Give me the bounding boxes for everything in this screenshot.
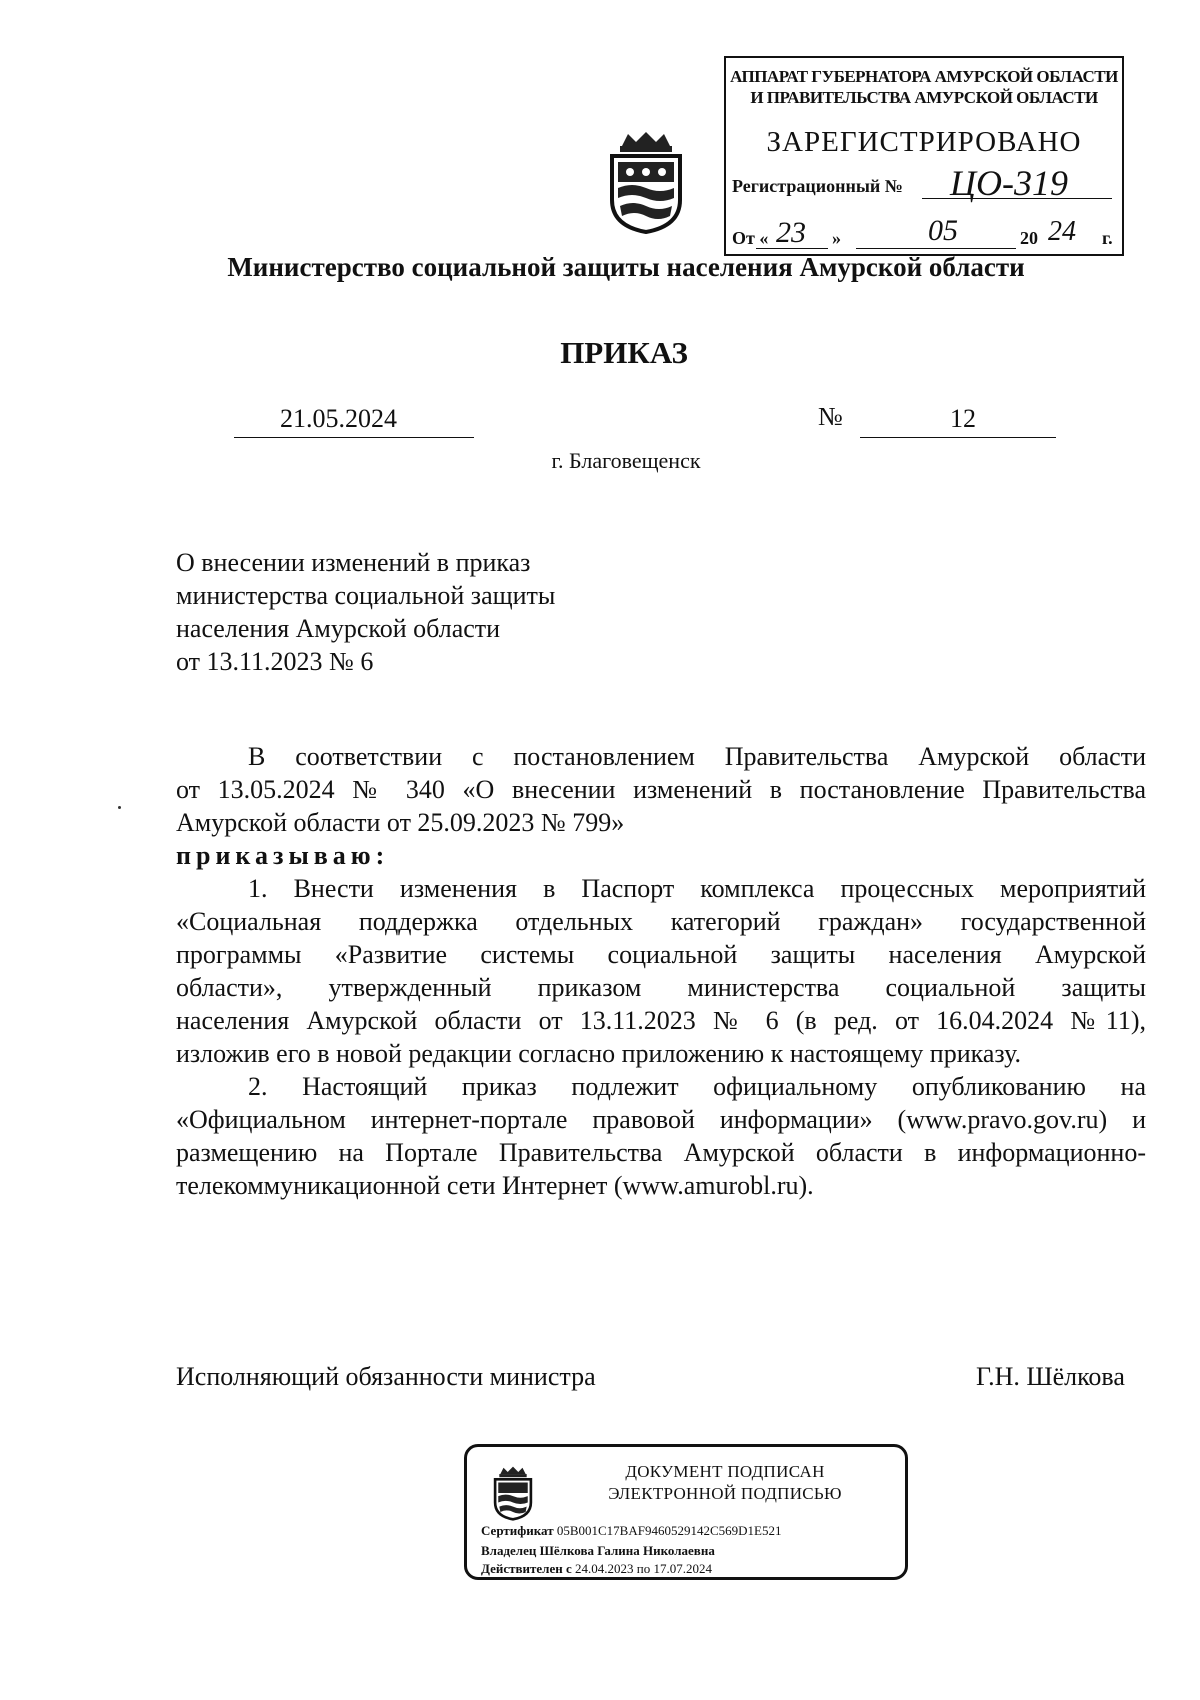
stamp-organization: [726, 66, 1122, 108]
esign-owner: Шёлкова Галина Николаевна: [539, 1543, 715, 1558]
esign-certificate-label: Сертификат: [481, 1523, 554, 1538]
esign-coat-of-arms-icon: [493, 1465, 533, 1521]
stamp-org-line-1: АППАРАТ ГУБЕРНАТОРА АМУРСКОЙ ОБЛАСТИ: [730, 67, 1118, 86]
body-line: населения Амурской области от 13.11.2023 № 6 (в ред. от 16.04.2024 №11),: [176, 1006, 1146, 1035]
registration-stamp: [724, 56, 1124, 256]
body-line: изложив его в новой редакции согласно приложению к настоящему приказу.: [176, 1039, 1022, 1068]
order-number: 12: [860, 404, 1056, 438]
body-line: программы «Развитие системы социальной защиты населения Амурской: [176, 940, 1146, 969]
order-date: 21.05.2024: [234, 404, 474, 438]
esign-valid-label: Действителен с: [481, 1561, 572, 1576]
stamp-date-day: 23: [776, 216, 806, 249]
body-line: 1. Внести изменения в Паспорт комплекса процессных мероприятий: [248, 874, 1146, 903]
esign-certificate-row: [481, 1523, 781, 1539]
stamp-date-year-suffix: 24: [1048, 216, 1076, 247]
ministry-name: Министерство социальной защиты населения Амурской области: [227, 252, 1025, 282]
esign-valid-to-label: по: [636, 1561, 651, 1576]
esign-heading-line-1: ДОКУМЕНТ ПОДПИСАН: [625, 1462, 825, 1481]
body-line: от 13.05.2024 № 340 «О внесении изменений в постановление Правительства: [176, 775, 1146, 804]
body-line: Амурской области от 25.09.2023 № 799»: [176, 808, 625, 837]
esign-valid-from: 24.04.2023: [575, 1561, 634, 1576]
stamp-org-line-2: И ПРАВИТЕЛЬСТВА АМУРСКОЙ ОБЛАСТИ: [750, 88, 1098, 107]
stamp-title: ЗАРЕГИСТРИРОВАНО: [766, 126, 1082, 158]
coat-of-arms-icon: [608, 130, 684, 234]
order-subject: [176, 546, 555, 678]
scan-speck: [118, 806, 121, 809]
subject-line: населения Амурской области: [176, 614, 501, 643]
order-number-label: №: [818, 402, 843, 431]
signatory-name: Г.Н. Шёлкова: [976, 1362, 1125, 1391]
esign-certificate: 05B001C17BAF9460529142C569D1E521: [556, 1523, 782, 1538]
stamp-date-day-underline: [756, 248, 828, 249]
esign-valid-to: 17.07.2024: [653, 1561, 712, 1576]
stamp-date: [732, 214, 1122, 254]
signatory-title: Исполняющий обязанности министра: [176, 1362, 596, 1391]
order-body: [176, 740, 1146, 1202]
stamp-date-prefix: От «: [732, 228, 769, 248]
stamp-date-month-underline: [856, 248, 1016, 249]
esign-heading-line-2: ЭЛЕКТРОННОЙ ПОДПИСЬЮ: [608, 1484, 842, 1503]
stamp-reg-number: ЦО-319: [950, 163, 1068, 203]
stamp-reg-label: Регистрационный №: [732, 176, 903, 196]
body-line: размещению на Портале Правительства Амурской области в информационно-: [176, 1138, 1146, 1167]
electronic-signature-block: [464, 1444, 908, 1580]
stamp-date-month: 05: [928, 214, 958, 247]
body-line: области», утвержденный приказом министерства социальной защиты: [176, 973, 1146, 1002]
subject-line: О внесении изменений в приказ: [176, 548, 531, 577]
stamp-date-suffix: г.: [1102, 228, 1113, 248]
esign-validity-row: [481, 1561, 712, 1577]
document-title: ПРИКАЗ: [560, 335, 688, 370]
esign-owner-label: Владелец: [481, 1543, 537, 1558]
body-line: В соответствии с постановлением Правительства Амурской области: [248, 742, 1146, 771]
city: г. Благовещенск: [551, 448, 701, 473]
stamp-date-close: »: [832, 228, 841, 248]
esign-heading: [555, 1461, 895, 1505]
subject-line: министерства социальной защиты: [176, 581, 556, 610]
esign-owner-row: [481, 1543, 715, 1559]
body-line: «Социальная поддержка отдельных категорий граждан» государственной: [176, 907, 1146, 936]
body-line: «Официальном интернет-портале правовой информации» (www.pravo.gov.ru) и: [176, 1105, 1146, 1134]
body-line: телекоммуникационной сети Интернет (www.amurobl.ru).: [176, 1171, 814, 1200]
subject-line: от 13.11.2023 № 6: [176, 647, 374, 676]
body-line: 2. Настоящий приказ подлежит официальному опубликованию на: [248, 1072, 1146, 1101]
stamp-date-year-prefix: 20: [1020, 228, 1038, 248]
order-directive-word: приказываю:: [176, 841, 390, 870]
